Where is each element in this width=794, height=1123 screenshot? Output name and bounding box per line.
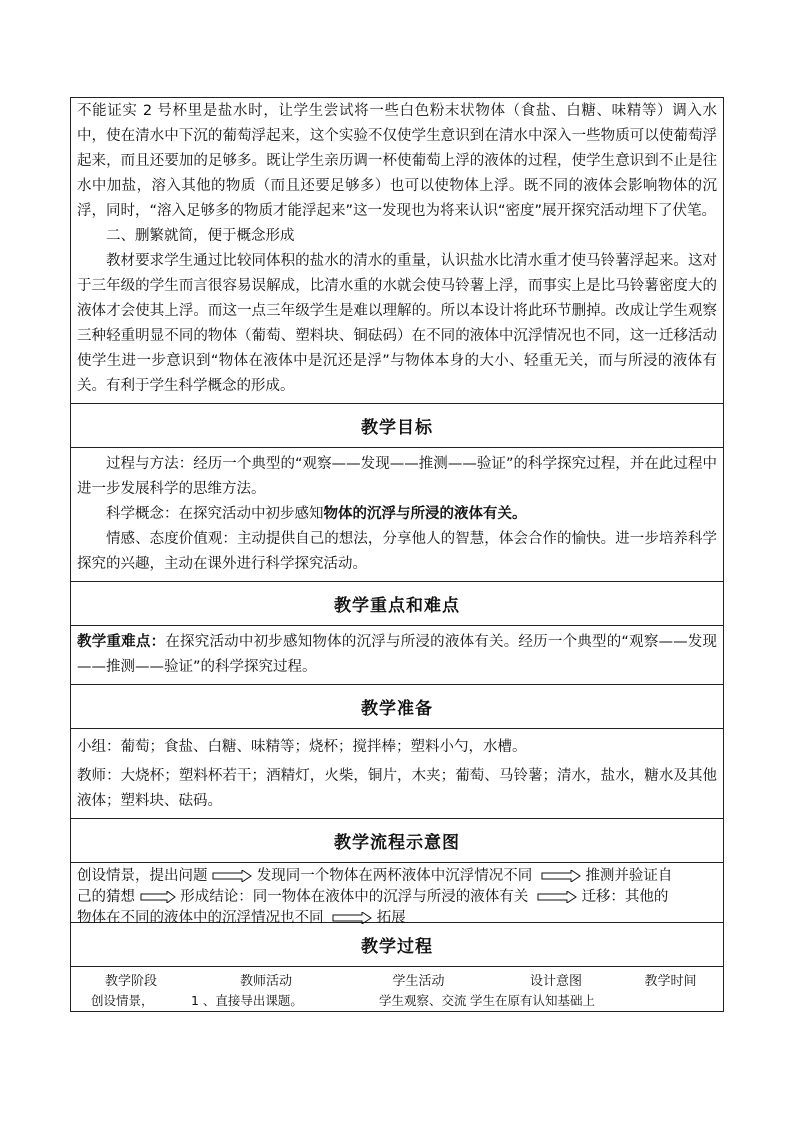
key-points-lead: 教学重难点： (77, 634, 166, 650)
preparation-section (70, 729, 724, 819)
flow-step-4: 形成结论：同一物体在液体中的沉浮与所浸的液体有关 (180, 889, 529, 905)
goal-process-text: 经历一个典型的“观察——发现——推测——验证”的科学探究过程，并在此过程中进一步发展科学的思维方法。 (77, 456, 717, 497)
goal-attitude-text: 主动提供自己的想法，分享他人的智慧，体会合作的愉快。进一步培养科学探究的兴趣，主动在课外进行科学探究活动。 (77, 531, 718, 572)
key-points-section (70, 626, 724, 685)
flow-heading: 教学流程示意图 (70, 819, 724, 863)
flow-step-3a: 推测并验证自 (585, 868, 673, 884)
intro-paragraph-1: 不能证实 2 号杯里是盐水时，让学生尝试将一些白色粉末状物体（食盐、白糖、味精等）调入水中，使在清水中下沉的葡萄浮起来，这个实验不仅使学生意识到在清水中深入一些物质可以使葡萄浮起来，而且还要加的足够多。既让学生亲历调一杯使葡萄上浮的液体的过程，使学生意识到不止是往水中加盐，溶入其他的物质（而且还要足够多）也可以使物体上浮。既不同的液体会影响物体的沉浮，同时，“溶入足够多的物质才能浮起来”这一发现也为将来认识“密度”展开探究活动埋下了伏笔。 (77, 103, 717, 219)
flow-arrow-icon (537, 891, 577, 903)
goal-attitude (77, 527, 717, 577)
column-header: 教学阶段 (104, 974, 157, 989)
key-points-paragraph (77, 630, 717, 680)
preparation-teacher: 教师：大烧杯；塑料杯若干；酒精灯，火柴，铜片，木夹；葡萄、马铃薯；清水，盐水，糖水及其他液体；塑料块、砝码。 (77, 768, 717, 809)
column-header: 教学时间 (644, 974, 697, 989)
table-row (71, 990, 723, 1011)
table-cell: 学生观察、交流 (379, 993, 467, 1008)
flow-step-6: 拓展 (376, 910, 406, 926)
flow-arrow-icon (541, 870, 581, 882)
flow-step-5b: 物体在不同的液体中的沉浮情况也不同 (77, 910, 324, 926)
goal-attitude-lead: 情感、态度价值观： (106, 531, 237, 547)
intro-section (70, 97, 724, 404)
table-cell: 学生在原有认知基础上 (470, 993, 596, 1008)
intro-subheading: 二、删繁就简，便于概念形成 (106, 228, 295, 244)
table-cell: 1 、直接导出课题。 (191, 993, 303, 1008)
preparation-group: 小组：葡萄；食盐、白糖、味精等；烧杯；搅拌棒；塑料小勺，水槽。 (77, 739, 527, 755)
flow-arrow-icon (212, 870, 252, 882)
goal-concept-text: 在探究活动中初步感知 (178, 506, 324, 522)
goals-section (70, 448, 724, 582)
key-points-text: 在探究活动中初步感知物体的沉浮与所浸的液体有关。经历一个典型的“观察——发现——推测——验证”的科学探究过程。 (77, 634, 718, 675)
process-table-header (71, 967, 723, 990)
flow-step-5a: 迁移：其他的 (581, 889, 669, 905)
goals-heading: 教学目标 (70, 404, 724, 448)
flow-arrow-icon (140, 891, 176, 903)
flow-step-2: 发现同一个物体在两杯液体中沉浮情况不同 (256, 868, 533, 884)
intro-paragraph-2: 教材要求学生通过比较同体积的盐水的清水的重量，认识盐水比清水重才使马铃薯浮起来。这对于三年级的学生而言很容易误解成，比清水重的水就会使马铃薯上浮，而事实上是比马铃薯密度大的液体才会使其上浮。而这一点三年级学生是难以理解的。所以本设计将此环节删掉。改成让学生观察三种轻重明显不同的物体（葡萄、塑料块、铜砝码）在不同的液体中沉浮情况也不同，这一迁移活动使学生进一步意识到“物体在液体中是沉还是浮”与物体本身的大小、轻重无关，而与所浸的液体有关。有利于学生科学概念的形成。 (77, 253, 717, 394)
goal-concept-lead: 科学概念： (106, 506, 179, 522)
goal-concept-emphasis: 物体的沉浮与所浸的液体有关。 (323, 506, 527, 522)
preparation-heading: 教学准备 (70, 685, 724, 729)
process-heading: 教学过程 (70, 923, 724, 967)
goal-concept (77, 502, 717, 527)
flow-arrow-icon (332, 912, 372, 924)
key-points-heading: 教学重点和难点 (70, 582, 724, 626)
flow-line-3 (77, 907, 406, 929)
flow-line-1 (77, 865, 672, 887)
flow-step-1: 创设情景，提出问题 (77, 868, 208, 884)
table-cell (616, 990, 725, 1011)
column-header: 设计意图 (529, 974, 582, 989)
lesson-plan-page (70, 97, 724, 1012)
goal-process-lead: 过程与方法： (106, 456, 194, 472)
column-header: 学生活动 (392, 974, 445, 989)
process-table (70, 967, 724, 1012)
flow-step-3b: 己的猜想 (77, 889, 135, 905)
flow-section (70, 863, 724, 926)
flow-line-2 (77, 886, 668, 908)
goal-process (77, 452, 717, 502)
table-cell: 创设情景， (91, 993, 154, 1008)
column-header: 教师活动 (239, 974, 292, 989)
